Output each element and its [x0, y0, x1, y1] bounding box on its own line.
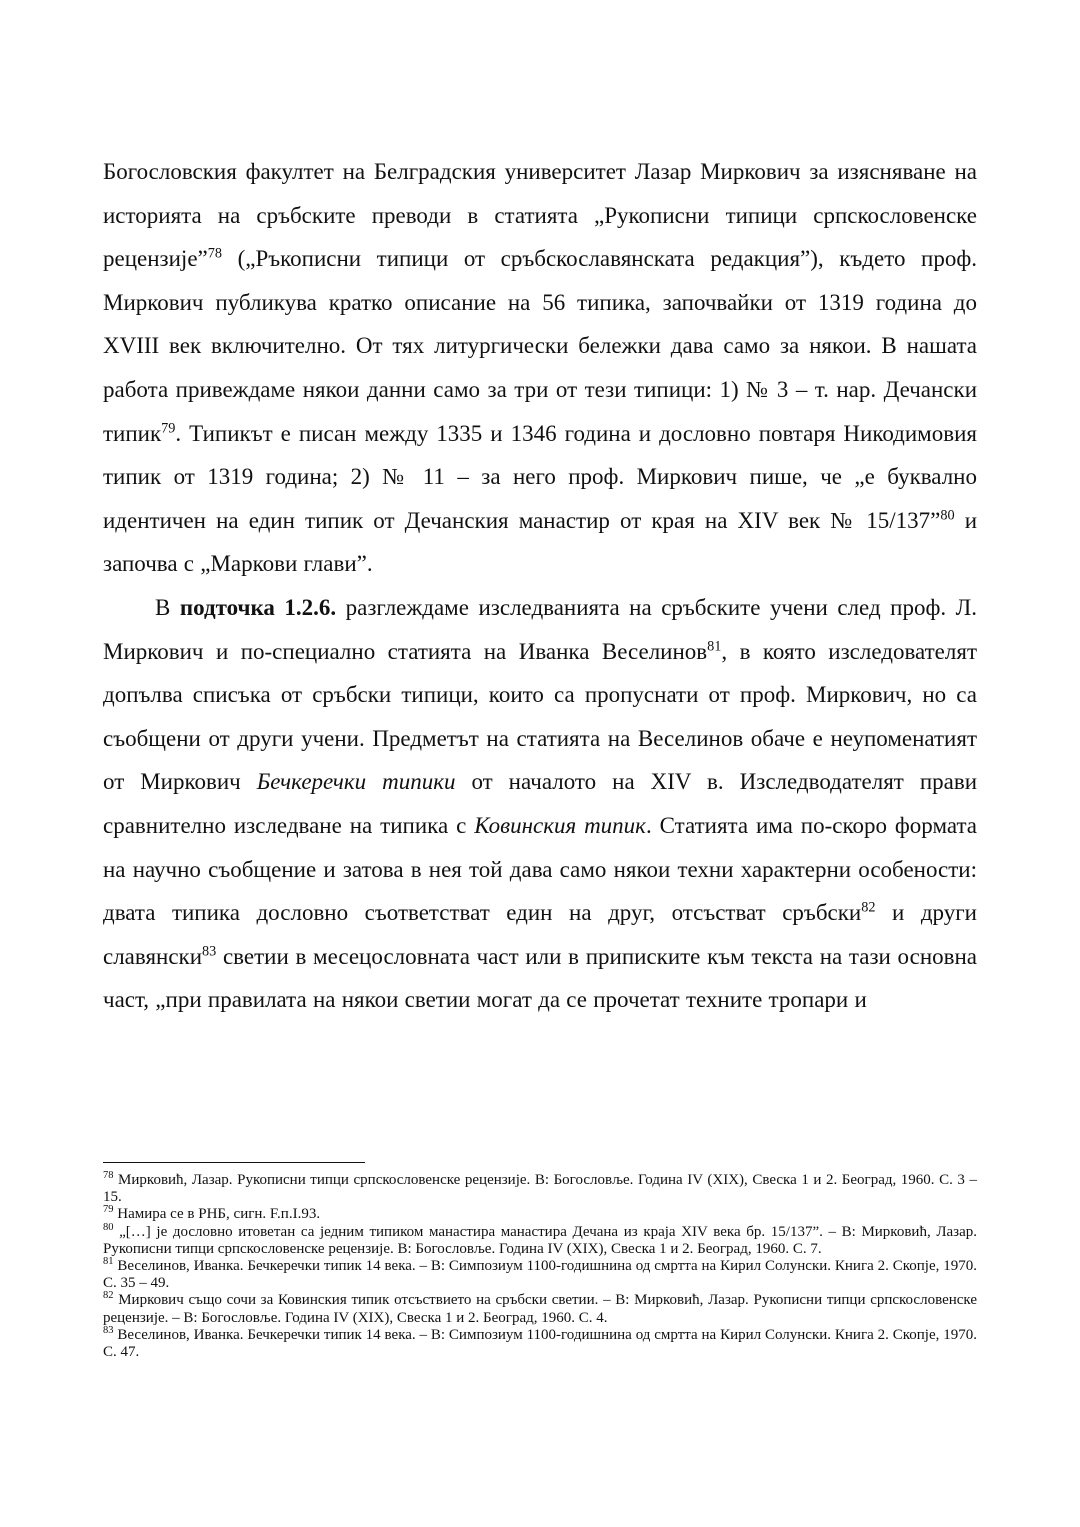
text-run: . Типикът е писан между 1335 и 1346 година и дословно повтаря Никодимовия типик от 1319 година; 2) № 11 – за него проф. Миркович пише, че „е буквално идентичен на един типик от Дечанския манастир от края на XIV век № 15/137” — [103, 420, 977, 533]
footnote-ref: 81 — [707, 637, 722, 654]
footnote-82 — [103, 1292, 977, 1326]
footnote-text: Мирковић, Лазар. Рукописни типци српскословенске рецензије. В: Богословље. Година IV (XIX), Свеска 1 и 2. Београд, 1960. С. 3 – 15. — [103, 1172, 977, 1206]
text-run: . Статията има по-скоро формата на научно съобщение и затова в нея той дава само някои техни характерни особености: двата типика дословно съответстват един на друг, отсъстват сръбски — [103, 812, 977, 926]
footnote-number: 78 — [103, 1170, 114, 1181]
italic-title: Бечкеречки типики — [256, 769, 456, 795]
footnotes — [103, 1172, 977, 1361]
footnote-number: 82 — [103, 1290, 114, 1302]
footnote-number: 80 — [103, 1221, 114, 1233]
text-run: разглеждаме изследванията на сръбските учени след проф. Л. Миркович и по-специално статията на Иванка Веселинов — [103, 594, 977, 664]
footnote-79 — [103, 1206, 977, 1223]
text-run: В — [155, 594, 180, 620]
footnote-ref: 83 — [202, 943, 217, 960]
text-run: („Ръкописни типици от сръбскославянската редакция”), където проф. Миркович публикува кратко описание на 56 типика, започвайки от 1319 година до XVIII век включително. От тях литургически бележки дава само за някои. В нашата работа привеждаме някои данни само за три от тези типици: 1) № 3 – т. нар. Дечански типик — [103, 246, 977, 446]
text-run: Богословския факултет на Белградския университет Лазар Миркович за изясняване на историята на сръбските преводи в статията „Рукописни типици српскословенске рецензије” — [103, 159, 977, 272]
body-text — [103, 150, 977, 1022]
footnote-ref: 82 — [861, 899, 876, 916]
footnote-81 — [103, 1258, 977, 1292]
footnote-text: Намира се в РНБ, сигн. F.п.I.93. — [113, 1206, 321, 1223]
text-run: светии в месецословната част или в приписките към текста на тази основна част, „при правилата на някои светии могат да се прочетат техните тропари и — [103, 943, 977, 1013]
footnote-separator — [103, 1162, 365, 1163]
footnote-number: 83 — [103, 1324, 114, 1336]
text-run: и други славянски — [103, 900, 977, 969]
footnote-text: „[…] је дословно итоветан са једним типиком манастира манастира Дечана из краја XIV века бр. 15/137”. – В: Мирковић, Лазар. Рукописни типци српскословенске рецензије. В: Богословље. Година IV (XIX), Свеска 1 и 2. Београд, 1960. С. 7. — [103, 1223, 977, 1257]
footnote-text: Веселинов, Иванка. Бечкеречки типик 14 века. – В: Симпозиум 1100-годишнина од смртта на Кирил Солунски. Книга 2. Скопје, 1970. С. 35 – 49. — [103, 1258, 977, 1292]
page-content — [103, 150, 977, 1022]
footnote-83 — [103, 1324, 977, 1361]
bold-text: подточка 1.2.6. — [179, 594, 337, 620]
footnote-ref: 78 — [207, 245, 222, 262]
footnote-80 — [103, 1221, 977, 1258]
footnote-number: 81 — [103, 1256, 114, 1268]
text-run: от началото на XIV в. Изследводателят прави сравнително изследване на типика с — [103, 769, 978, 838]
body-paragraph — [103, 586, 977, 1022]
text-run: , в която изследователят допълва списъка от сръбски типици, които са пропуснати от проф. Миркович, но са съобщени от други учени. Предметът на статията на Веселинов обаче е неупоменатият от Миркович — [103, 638, 978, 795]
footnote-text: Миркович също сочи за Ковинския типик отсъствието на сръбски светии. – В: Мирковић, Лазар. Рукописни типци српскословенске рецензије. – В: Богословље. Година IV (XIX), Свеска 1 и 2. Београд, 1960. С. 4. — [103, 1292, 977, 1326]
footnote-78 — [103, 1172, 977, 1206]
body-paragraph — [103, 150, 977, 586]
footnote-number: 79 — [103, 1204, 114, 1216]
footnote-ref: 80 — [940, 507, 955, 524]
footnote-ref: 79 — [161, 419, 176, 436]
text-run: и започва с „Маркови глави”. — [103, 507, 978, 577]
footnote-text: Веселинов, Иванка. Бечкеречки типик 14 века. – В: Симпозиум 1100-годишнина од смртта на Кирил Солунски. Книга 2. Скопје, 1970. С. 47. — [103, 1326, 977, 1361]
italic-title: Ковинския типик — [474, 812, 646, 838]
